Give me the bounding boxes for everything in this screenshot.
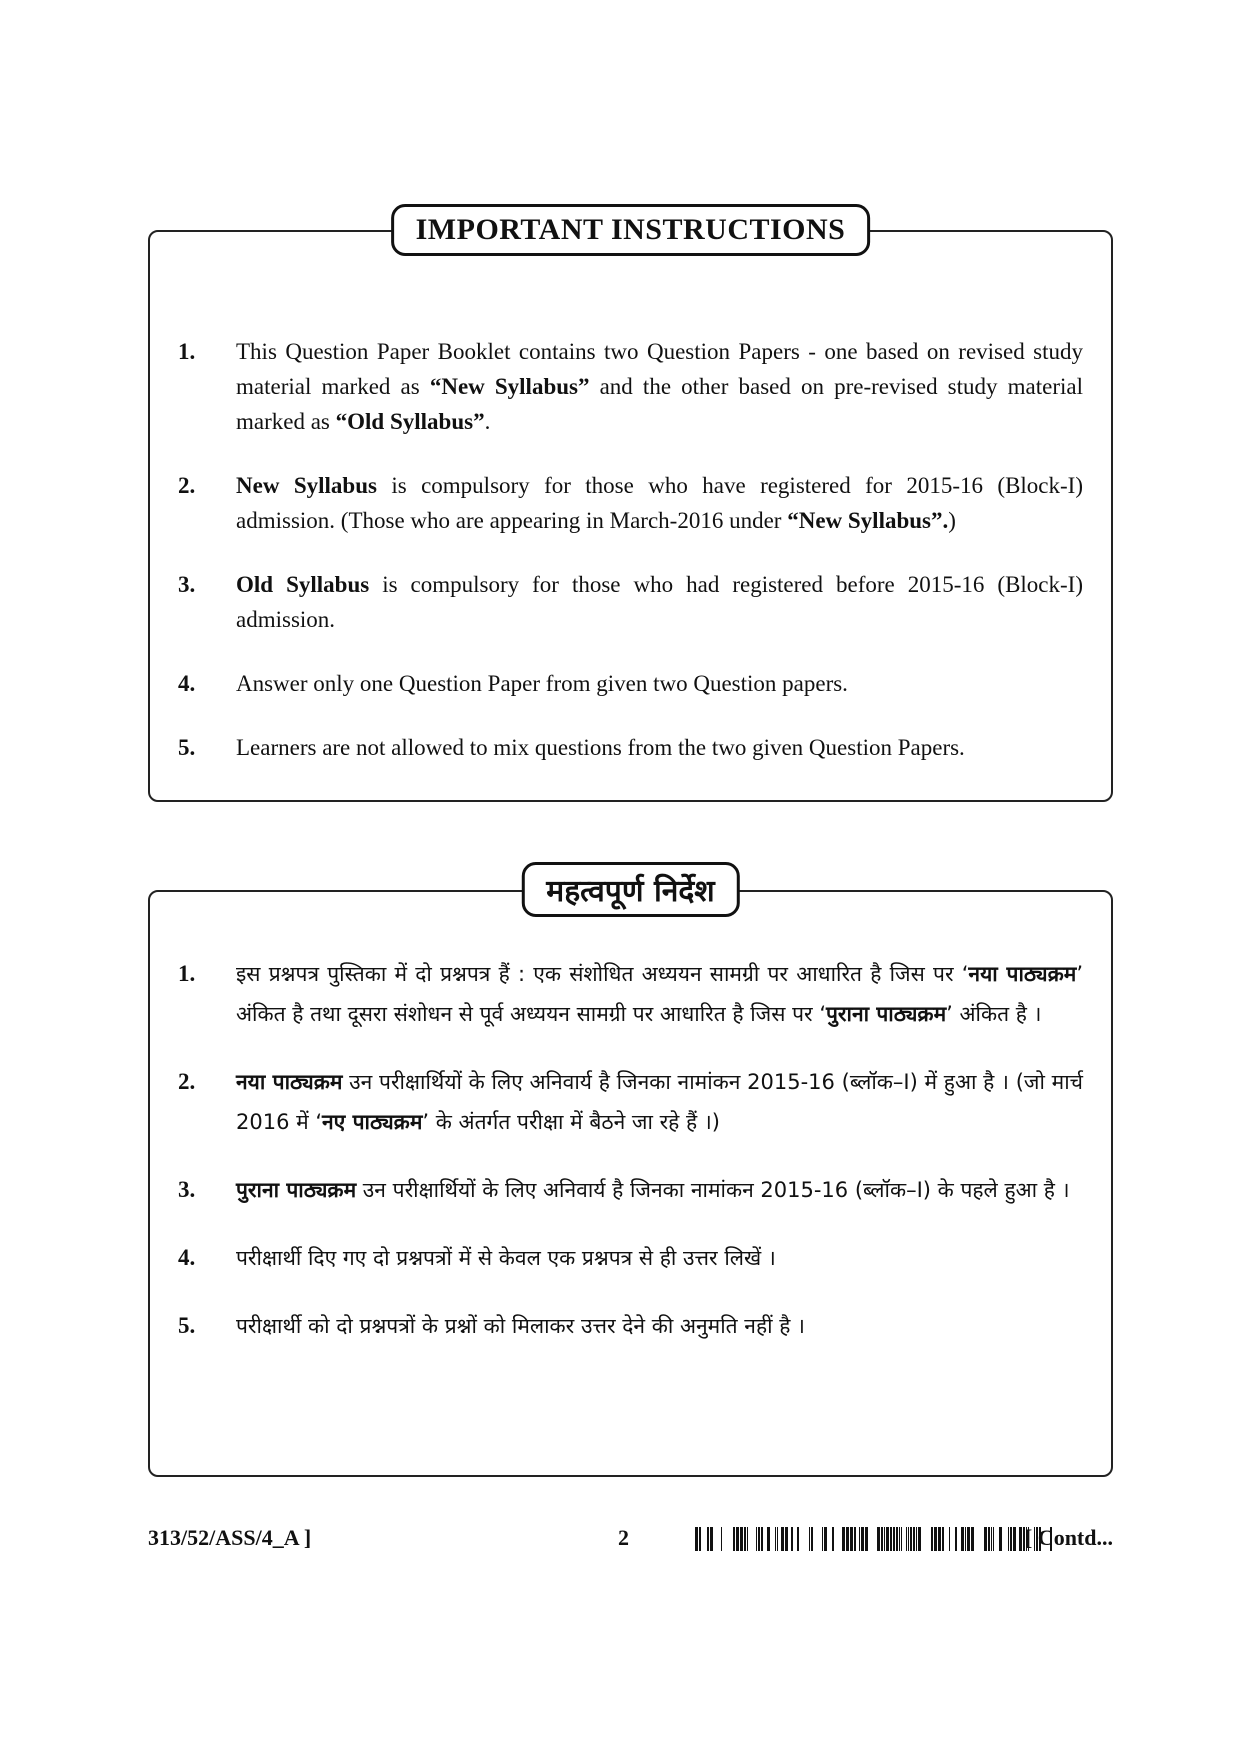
instruction-item	[178, 730, 1083, 765]
hindi-instructions-title: महत्वपूर्ण निर्देश	[521, 862, 739, 917]
hindi-instructions-list	[178, 954, 1083, 1374]
instruction-number: 3.	[178, 1177, 196, 1202]
instruction-item	[178, 468, 1083, 538]
instruction-number: 2.	[178, 473, 196, 498]
hindi-instructions-box	[148, 874, 1113, 1477]
instruction-text: परीक्षार्थी दिए गए दो प्रश्नपत्रों में से केवल एक प्रश्नपत्र से ही उत्तर लिखें ।	[236, 1246, 776, 1270]
instruction-number: 1.	[178, 339, 196, 364]
instruction-item	[178, 666, 1083, 701]
instruction-item	[178, 1238, 1083, 1278]
instruction-text: नया पाठ्यक्रम उन परीक्षार्थियों के लिए अनिवार्य है जिनका नामांकन 2015-16 (ब्लॉक–I) में हुआ है । (जो मार्च 2016 में ‘नए पाठ्यक्रम’ के अंतर्गत परीक्षा में बैठने जा रहे हैं ।)	[236, 1070, 1083, 1134]
instruction-text: New Syllabus is compulsory for those who have registered for 2015-16 (Block-I) admission. (Those who are appearing in March-2016 under “New Syllabus”.)	[236, 473, 1083, 533]
instruction-number: 2.	[178, 1069, 196, 1094]
instruction-text: Answer only one Question Paper from given two Question papers.	[236, 671, 848, 696]
instruction-item	[178, 1062, 1083, 1142]
instruction-text: पुराना पाठ्यक्रम उन परीक्षार्थियों के लिए अनिवार्य है जिनका नामांकन 2015-16 (ब्लॉक–I) के पहले हुआ है ।	[236, 1178, 1070, 1202]
instruction-text: Old Syllabus is compulsory for those who had registered before 2015-16 (Block-I) admission.	[236, 572, 1083, 632]
continued-label: [ Contd...	[1024, 1525, 1113, 1550]
instruction-number: 4.	[178, 671, 196, 696]
paper-code: 313/52/ASS/4_A ]	[148, 1525, 312, 1550]
instruction-item	[178, 1306, 1083, 1346]
page-number: 2	[618, 1525, 629, 1550]
instruction-text: Learners are not allowed to mix questions from the two given Question Papers.	[236, 735, 965, 760]
instruction-number: 4.	[178, 1245, 196, 1270]
instruction-text: This Question Paper Booklet contains two Question Papers - one based on revised study material marked as “New Syllabus” and the other based on pre-revised study material marked as “Old Syllabus”.	[236, 339, 1083, 434]
english-instructions-list	[178, 334, 1083, 794]
instruction-text: इस प्रश्नपत्र पुस्तिका में दो प्रश्नपत्र हैं : एक संशोधित अध्ययन सामग्री पर आधारित है जिस पर ‘नया पाठ्यक्रम’ अंकित है तथा दूसरा संशोधन से पूर्व अध्ययन सामग्री पर आधारित है जिस पर ‘पुराना पाठ्यक्रम’ अंकित है ।	[236, 962, 1083, 1026]
page-footer	[148, 1525, 1113, 1557]
english-instructions-title: IMPORTANT INSTRUCTIONS	[391, 204, 871, 256]
instruction-item	[178, 567, 1083, 637]
instruction-text: परीक्षार्थी को दो प्रश्नपत्रों के प्रश्नों को मिलाकर उत्तर देने की अनुमति नहीं है ।	[236, 1314, 805, 1338]
instruction-item	[178, 334, 1083, 439]
instruction-item	[178, 1170, 1083, 1210]
instruction-number: 1.	[178, 961, 196, 986]
barcode-icon	[693, 1527, 1053, 1551]
instruction-number: 3.	[178, 572, 196, 597]
instruction-item	[178, 954, 1083, 1034]
english-instructions-box	[148, 213, 1113, 802]
instruction-number: 5.	[178, 1313, 196, 1338]
instruction-number: 5.	[178, 735, 196, 760]
